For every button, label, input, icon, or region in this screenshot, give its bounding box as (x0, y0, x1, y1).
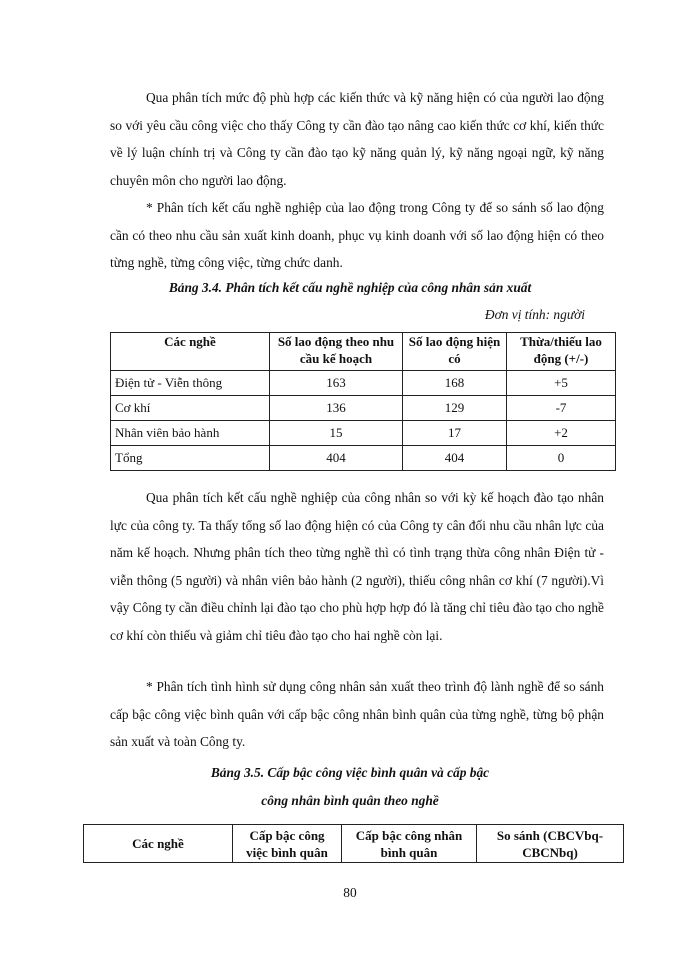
header-surplus-shortage: Thừa/thiếu lao động (+/-) (507, 333, 616, 371)
cell-planned: 15 (270, 421, 403, 446)
cell-occupation: Tổng (111, 446, 270, 471)
cell-occupation: Nhân viên bảo hành (111, 421, 270, 446)
table-row (111, 371, 616, 396)
header-current-labor: Số lao động hiện có (403, 333, 507, 371)
paragraph-2: * Phân tích kết cấu nghề nghiệp của lao động trong Công ty để so sánh số lao động cần có theo nhu cầu sản xuất kinh doanh, phục vụ kinh doanh với số lao động hiện có theo từng nghề, từng công việc, từng chức danh. (110, 200, 604, 270)
table-row (111, 446, 616, 471)
cell-difference: -7 (507, 396, 616, 421)
cell-planned: 136 (270, 396, 403, 421)
cell-difference: +5 (507, 371, 616, 396)
cell-occupation: Điện tử - Viễn thông (111, 371, 270, 396)
table-header-row (111, 333, 616, 371)
header-occupation: Các nghề (111, 333, 270, 371)
table-row (111, 421, 616, 446)
cell-current: 404 (403, 446, 507, 471)
cell-current: 168 (403, 371, 507, 396)
header-worker-level: Cấp bậc công nhân bình quân (342, 825, 477, 863)
header-planned-labor: Số lao động theo nhu cầu kế hoạch (270, 333, 403, 371)
cell-planned: 163 (270, 371, 403, 396)
cell-current: 129 (403, 396, 507, 421)
cell-difference: +2 (507, 421, 616, 446)
header-comparison: So sánh (CBCVbq-CBCNbq) (477, 825, 624, 863)
header-job-level: Cấp bậc công việc bình quân (233, 825, 342, 863)
table-skill-level (83, 824, 624, 863)
table1-unit: Đơn vị tính: người (484, 307, 585, 322)
cell-planned: 404 (270, 446, 403, 471)
table-row (111, 396, 616, 421)
page-number: 80 (343, 885, 357, 900)
table-occupation-structure (110, 332, 616, 471)
paragraph-1: Qua phân tích mức độ phù hợp các kiến thức và kỹ năng hiện có của người lao động so với yêu cầu công việc cho thấy Công ty cần đào tạo nâng cao kiến thức cơ khí, kiến thức về lý luận chính trị và Công ty cần đào tạo kỹ năng quản lý, kỹ năng ngoại ngữ, kỹ năng chuyên môn cho người lao động. (110, 90, 604, 188)
header-occupation: Các nghề (84, 825, 233, 863)
cell-current: 17 (403, 421, 507, 446)
paragraph-4: * Phân tích tình hình sử dụng công nhân sản xuất theo trình độ lành nghề để so sánh cấp bậc công việc bình quân với cấp bậc công nhân bình quân của từng nghề, từng bộ phận sản xuất và toàn Công ty. (110, 679, 604, 749)
table-header-row (84, 825, 624, 863)
table2-caption-line1: Bảng 3.5. Cấp bậc công việc bình quân và cấp bậc (210, 765, 490, 780)
table1-caption: Bảng 3.4. Phân tích kết cấu nghề nghiệp của công nhân sản xuất (168, 280, 532, 295)
paragraph-3: Qua phân tích kết cấu nghề nghiệp của công nhân so với kỳ kế hoạch đào tạo nhân lực của công ty. Ta thấy tổng số lao động hiện có của Công ty cân đối nhu cầu nhân lực của năm kế hoạch. Nhưng phân tích theo từng nghề thì có tình trạng thừa công nhân Điện tử - viễn thông (5 người) và nhân viên bảo hành (2 người), thiếu công nhân cơ khí (7 người).Vì vậy Công ty cần điều chỉnh lại đào tạo cho phù hợp hợp đó là tăng chỉ tiêu đào tạo cho nghề cơ khí còn thiếu và giảm chỉ tiêu đào tạo cho hai nghề còn lại. (110, 490, 604, 643)
cell-difference: 0 (507, 446, 616, 471)
table2-caption-line2: công nhân bình quân theo nghề (261, 793, 439, 808)
cell-occupation: Cơ khí (111, 396, 270, 421)
